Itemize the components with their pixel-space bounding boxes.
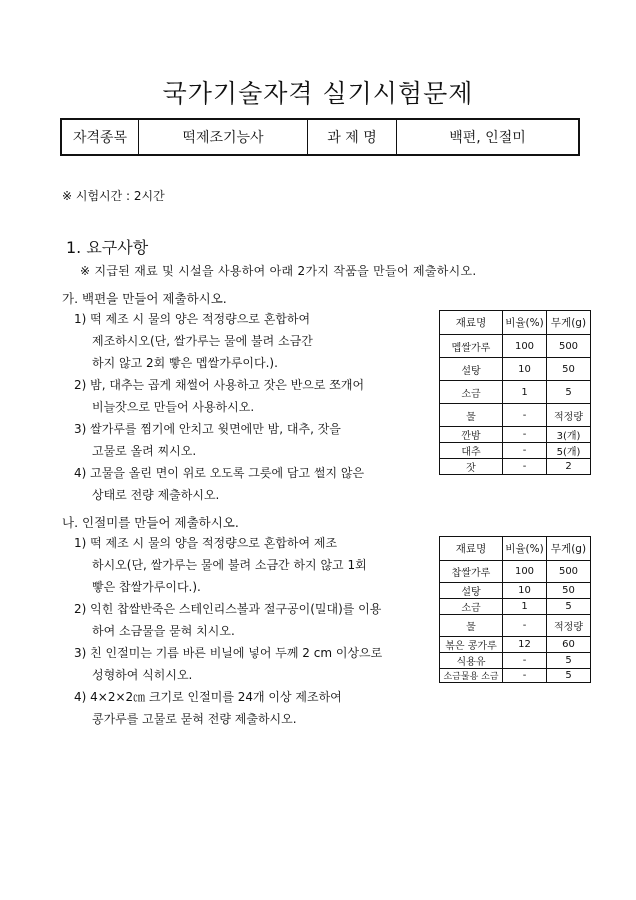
cell: 5(개) xyxy=(547,443,591,459)
header-weight: 무게(g) xyxy=(547,311,591,335)
part-b-line: 1) 떡 제조 시 물의 양을 적정량으로 혼합하여 제조 xyxy=(74,536,338,550)
cell: 볶은 콩가루 xyxy=(440,637,503,653)
cell: 식용유 xyxy=(440,653,503,669)
cell: 50 xyxy=(547,583,591,599)
cell: - xyxy=(503,615,547,637)
table-row xyxy=(440,427,591,443)
part-a-line: 2) 밤, 대추는 곱게 채썰어 사용하고 잣은 반으로 쪼개어 xyxy=(74,378,365,392)
cell: 5 xyxy=(547,669,591,683)
part-a-line: 1) 떡 제조 시 물의 양은 적정량으로 혼합하여 xyxy=(74,312,311,326)
part-a-line: 3) 쌀가루를 찜기에 안치고 윗면에만 밤, 대추, 잣을 xyxy=(74,422,341,436)
part-b-line: 빻은 찹쌀가루이다.). xyxy=(92,580,201,594)
table-row xyxy=(440,335,591,358)
part-b-line: 콩가루를 고물로 묻혀 전량 제출하시오. xyxy=(92,712,297,726)
table-row xyxy=(440,669,591,683)
cell: 1 xyxy=(503,599,547,615)
cell: 적정량 xyxy=(547,404,591,427)
cell: - xyxy=(503,459,547,475)
table-row xyxy=(440,583,591,599)
cell: 5 xyxy=(547,381,591,404)
header-ingredient: 재료명 xyxy=(440,311,503,335)
section-heading: 1. 요구사항 xyxy=(66,238,149,257)
cell: - xyxy=(503,653,547,669)
cell: 5 xyxy=(547,653,591,669)
cell: 100 xyxy=(503,561,547,583)
table-row xyxy=(440,615,591,637)
part-b-line: 4) 4×2×2㎝ 크기로 인절미를 24개 이상 제조하여 xyxy=(74,690,342,704)
cell: 50 xyxy=(547,358,591,381)
cell: 500 xyxy=(547,561,591,583)
cell: 깐밤 xyxy=(440,427,503,443)
header-ingredient: 재료명 xyxy=(440,537,503,561)
part-b-line: 2) 익힌 찹쌀반죽은 스테인리스볼과 절구공이(밀대)를 이용 xyxy=(74,602,382,616)
table-row xyxy=(440,404,591,427)
cell: 설탕 xyxy=(440,583,503,599)
header-ratio: 비율(%) xyxy=(503,537,547,561)
cell: 10 xyxy=(503,358,547,381)
cell: - xyxy=(503,404,547,427)
cell: 소금물용 소금 xyxy=(440,669,503,683)
page-title: 국가기술자격 실기시험문제 xyxy=(162,79,474,108)
value-task: 백편, 인절미 xyxy=(397,119,580,155)
label-subject: 자격종목 xyxy=(61,119,139,155)
cell: 10 xyxy=(503,583,547,599)
exam-info-table xyxy=(60,118,580,156)
cell: 3(개) xyxy=(547,427,591,443)
table-row xyxy=(440,459,591,475)
cell: - xyxy=(503,669,547,683)
cell: 설탕 xyxy=(440,358,503,381)
cell: 소금 xyxy=(440,381,503,404)
part-b-heading: 나. 인절미를 만들어 제출하시오. xyxy=(62,515,239,530)
header-weight: 무게(g) xyxy=(547,537,591,561)
table-row xyxy=(440,599,591,615)
part-a-line: 비늘잣으로 만들어 사용하시오. xyxy=(92,400,255,414)
part-a-heading: 가. 백편을 만들어 제출하시오. xyxy=(62,291,227,306)
part-a-line: 상태로 전량 제출하시오. xyxy=(92,488,220,502)
part-a-line: 제조하시오(단, 쌀가루는 물에 불려 소금간 xyxy=(92,334,313,348)
table-row xyxy=(440,381,591,404)
cell: 100 xyxy=(503,335,547,358)
cell: - xyxy=(503,443,547,459)
cell: 적정량 xyxy=(547,615,591,637)
cell: 대추 xyxy=(440,443,503,459)
cell: 물 xyxy=(440,615,503,637)
cell: 60 xyxy=(547,637,591,653)
cell: 5 xyxy=(547,599,591,615)
part-b-ingredient-table xyxy=(439,536,591,683)
part-a-line: 하지 않고 2회 빻은 멥쌀가루이다.). xyxy=(92,356,278,370)
table-row xyxy=(440,561,591,583)
cell: - xyxy=(503,427,547,443)
part-a-line: 고물로 올려 찌시오. xyxy=(92,444,197,458)
part-b-line: 하여 소금물을 묻혀 치시오. xyxy=(92,624,235,638)
label-task: 과 제 명 xyxy=(308,119,397,155)
header-ratio: 비율(%) xyxy=(503,311,547,335)
part-a-ingredient-table xyxy=(439,310,591,475)
part-b-line: 하시오(단, 쌀가루는 물에 불려 소금간 하지 않고 1회 xyxy=(92,558,367,572)
cell: 2 xyxy=(547,459,591,475)
table-row xyxy=(440,653,591,669)
section-note: ※ 지급된 재료 및 시설을 사용하여 아래 2가지 작품을 만들어 제출하시오. xyxy=(80,264,477,278)
value-subject: 떡제조기능사 xyxy=(139,119,308,155)
exam-time: ※ 시험시간 : 2시간 xyxy=(62,189,165,203)
cell: 멥쌀가루 xyxy=(440,335,503,358)
part-b-line: 3) 친 인절미는 기름 바른 비닐에 넣어 두께 2 cm 이상으로 xyxy=(74,646,383,660)
cell: 소금 xyxy=(440,599,503,615)
cell: 12 xyxy=(503,637,547,653)
table-row xyxy=(440,443,591,459)
cell: 500 xyxy=(547,335,591,358)
table-row xyxy=(440,358,591,381)
part-a-line: 4) 고물을 올린 면이 위로 오도록 그릇에 담고 썰지 않은 xyxy=(74,466,365,480)
cell: 물 xyxy=(440,404,503,427)
table-row xyxy=(440,637,591,653)
cell: 1 xyxy=(503,381,547,404)
part-b-line: 성형하여 식히시오. xyxy=(92,668,193,682)
cell: 찹쌀가루 xyxy=(440,561,503,583)
cell: 잣 xyxy=(440,459,503,475)
